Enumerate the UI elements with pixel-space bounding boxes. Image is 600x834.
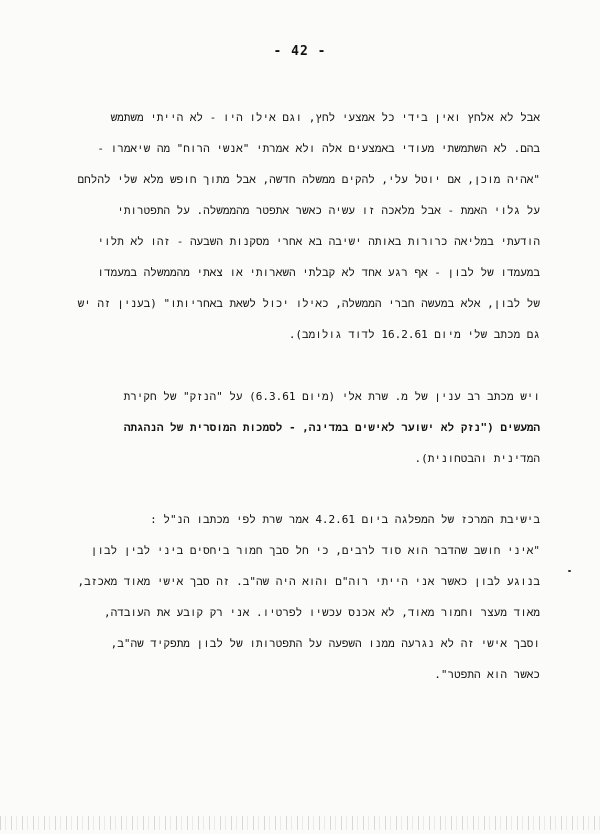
text-line: בישיבת המרכז של המפלגה ביום 4.2.61 אמר שרת לפי מכתבו הנ"ל : xyxy=(150,513,540,526)
text-line: אבל לא אלחץ ואין בידי כל אמצעי לחץ, וגם אילו היו - לא הייתי משתמש xyxy=(110,111,540,124)
text-line: גם מכתב שלי מיום 16.2.61 לדוד גולומב). xyxy=(288,328,540,341)
text-line: על גלוי האמת - אבל מלאכה זו עשיה כאשר אתפטר מהממשלה. על התפטרותי xyxy=(117,204,540,217)
text-line: הודעתי במליאה כרורות באותה ישיבה בא אחרי מסקנות השבעה - זהו לא תלוי xyxy=(97,235,540,248)
text-line: המעשים ("נזק לא ישוער לאישים במדינה, - לסמכות המוסרית של הנהגתה xyxy=(123,421,540,434)
text-line: בהם. לא השתמשתי מעודי באמצעים אלה ולא אמרתי "אנשי הרוח" מה שיאמרו - xyxy=(97,142,540,155)
paragraph-2 xyxy=(60,390,540,483)
text-line: של לבון, אלא במעשה חברי הממשלה, כאילו יכול לשאת באחריותו" (בענין זה יש xyxy=(77,297,540,310)
text-line: מאוד מעצר וחמור מאוד, לא אכנס עכשיו לפרטיו. אני רק קובע את העובדה, xyxy=(104,606,540,619)
text-line: וסבך אישי זה לא נגרעה ממנו השפעה על התפטרותו של לבון מתפקיד שה"ב, xyxy=(110,637,540,650)
scan-speck xyxy=(568,570,571,572)
paragraph-1 xyxy=(60,111,540,359)
text-line: המדינית והבטחונית). xyxy=(414,452,540,465)
text-line: כאשר הוא התפטר". xyxy=(434,668,540,681)
text-line: "אהיה מוכן, אם יוטל עלי, להקים ממשלה חדשה, אבל מתוך חופש מלא שלי להלחם xyxy=(77,173,540,186)
text-line: בנוגע לבון כאשר אני הייתי רוה"ם והוא היה שה"ב. זה סבך אישי מאוד מאכזב, xyxy=(77,575,540,588)
page-number: - 42 - xyxy=(273,44,327,59)
text-line: ויש מכתב רב ענין של מ. שרת אלי (מיום 6.3.61) על "הנזק" של חקירת xyxy=(123,390,540,403)
text-line: במעמדו של לבון - אף רגע אחד לא קבלתי השארותי או צאתי מהממשלה במעמדו xyxy=(97,266,540,279)
text-line: "איני חושב שהדבר הוא סוד לרבים, כי חל סבך חמור ביחסים ביני לבין לבון xyxy=(90,544,540,557)
document-body xyxy=(60,111,540,699)
scan-noise-strip xyxy=(0,816,600,830)
paragraph-3 xyxy=(60,513,540,699)
